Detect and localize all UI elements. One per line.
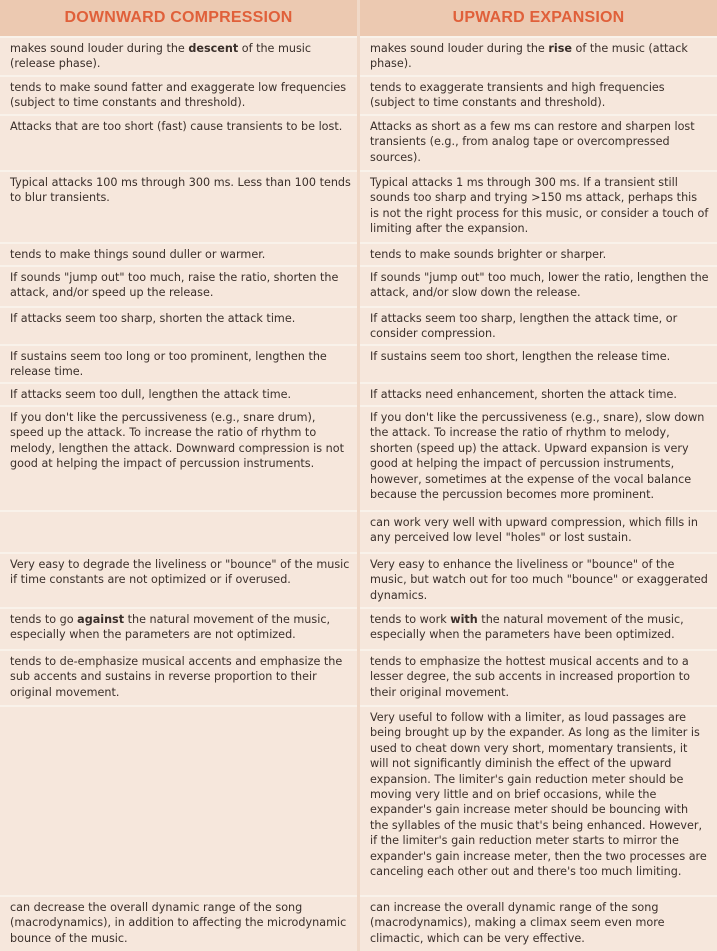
row-7-right-cell: [360, 308, 717, 344]
cell-text: If you don't like the percussiveness (e.g., snare), slow down the attack. To increase the ratio of rhythm to melody, shorten (speed up) the attack. Upward expansion is very good at helping the impact of percussion instruments, however, sometimes at the expense of the vocal balance because the percussion becomes more prominent.: [370, 411, 705, 502]
cell-text: the natural movement of the music, especially when the parameters have been optimized.: [370, 613, 684, 642]
cell-text: Attacks that are too short (fast) cause transients to be lost.: [10, 120, 343, 133]
row-9-left-cell: [0, 384, 357, 405]
cell-text: of the music (release phase).: [10, 42, 312, 71]
row-2-left-cell: [0, 77, 357, 114]
header-downward-compression: DOWNWARD COMPRESSION: [0, 0, 357, 36]
cell-text: If sustains seem too short, lengthen the release time.: [370, 350, 671, 363]
cell-text: Very easy to enhance the liveliness or "bounce" of the music, but watch out for too much "bounce" or exaggerated dynamics.: [370, 558, 708, 602]
cell-text: If you don't like the percussiveness (e.g., snare drum), speed up the attack. To increase the ratio of rhythm to melody, lengthen the attack. Downward compression is not good at helping the impact of percussion instruments.: [10, 411, 344, 471]
cell-text: If sounds "jump out" too much, raise the ratio, shorten the attack, and/or speed up the release.: [10, 271, 339, 300]
row-16-right-cell: [360, 897, 717, 951]
row-7-left-cell: [0, 308, 357, 344]
cell-text: If attacks seem too sharp, shorten the attack time.: [10, 312, 296, 325]
row-6-right-cell: [360, 267, 717, 306]
cell-text: tends to work: [370, 613, 451, 626]
row-9-right-cell: [360, 384, 717, 405]
row-16-left-cell: [0, 897, 357, 951]
cell-text: the natural movement of the music, especially when the parameters are not optimized.: [10, 613, 331, 642]
cell-text: If sounds "jump out" too much, lower the ratio, lengthen the attack, and/or slow down the release.: [370, 271, 709, 300]
cell-text: If sustains seem too long or too prominent, lengthen the release time.: [10, 350, 327, 379]
cell-text: Very useful to follow with a limiter, as loud passages are being brought up by the expander. As long as the limiter is used to cheat down very short, momentary transients, it will not significantly diminish the effect of the upward expansion. The limiter's gain reduction meter should be moving very little and on brief occasions, while the expander's gain increase meter should be bouncing with the syllables of the music that's being enhanced. However, if the limiter's gain reduction meter starts to mirror the expander's gain increase meter, then the two processes are canceling each other out and there's too much limiting.: [370, 711, 707, 879]
row-1-left-cell: [0, 38, 357, 75]
cell-text: If attacks seem too sharp, lengthen the attack time, or consider compression.: [370, 312, 678, 341]
row-14-right-cell: [360, 651, 717, 705]
cell-text: tends to de-emphasize musical accents and emphasize the sub accents and sustains in reverse proportion to their original movement.: [10, 655, 343, 699]
row-14-left-cell: [0, 651, 357, 705]
cell-text: tends to make things sound duller or warmer.: [10, 248, 266, 261]
cell-text: If attacks seem too dull, lengthen the attack time.: [10, 388, 292, 401]
cell-text: Attacks as short as a few ms can restore and sharpen lost transients (e.g., from analog tape or overcompressed sources).: [370, 120, 695, 164]
cell-text: tends to make sounds brighter or sharper.: [370, 248, 607, 261]
row-11-left-cell: [0, 512, 357, 552]
row-10-right-cell: [360, 407, 717, 510]
row-8-right-cell: [360, 346, 717, 382]
cell-text: If attacks need enhancement, shorten the attack time.: [370, 388, 677, 401]
cell-text: can decrease the overall dynamic range of the song (macrodynamics), in addition to affecting the microdynamic bounce of the music.: [10, 901, 347, 945]
row-15-right-cell: [360, 707, 717, 895]
cell-text: Typical attacks 100 ms through 300 ms. Less than 100 tends to blur transients.: [10, 176, 351, 205]
cell-text: of the music (attack phase).: [370, 42, 688, 71]
header-upward-expansion: UPWARD EXPANSION: [360, 0, 717, 36]
cell-emphasis: with: [450, 613, 478, 626]
cell-text: tends to exaggerate transients and high frequencies (subject to time constants and threshold).: [370, 81, 665, 110]
row-4-left-cell: [0, 172, 357, 242]
row-11-right-cell: [360, 512, 717, 552]
cell-text: can increase the overall dynamic range of the song (macrodynamics), making a climax seem even more climactic, which can be very effective.: [370, 901, 665, 945]
row-13-right-cell: [360, 609, 717, 649]
cell-text: makes sound louder during the: [370, 42, 549, 55]
row-15-left-cell: [0, 707, 357, 895]
row-13-left-cell: [0, 609, 357, 649]
row-8-left-cell: [0, 346, 357, 382]
cell-emphasis: against: [77, 613, 125, 626]
cell-text: Very easy to degrade the liveliness or "bounce" of the music if time constants are not optimized or if overused.: [10, 558, 350, 587]
row-10-left-cell: [0, 407, 357, 510]
cell-text: tends to make sound fatter and exaggerate low frequencies (subject to time constants and threshold).: [10, 81, 347, 110]
row-4-right-cell: [360, 172, 717, 242]
row-5-left-cell: [0, 244, 357, 265]
row-6-left-cell: [0, 267, 357, 306]
row-12-left-cell: [0, 554, 357, 607]
cell-text: tends to emphasize the hottest musical accents and to a lesser degree, the sub accents in increased proportion to their original movement.: [370, 655, 691, 699]
cell-text: tends to go: [10, 613, 78, 626]
cell-emphasis: descent: [188, 42, 239, 55]
row-3-left-cell: [0, 116, 357, 170]
cell-emphasis: rise: [548, 42, 572, 55]
cell-text: Typical attacks 1 ms through 300 ms. If a transient still sounds too sharp and trying >150 ms attack, perhaps this is not the right process for this music, or consider a touch of limiting after the expansion.: [370, 176, 709, 236]
cell-text: makes sound louder during the: [10, 42, 189, 55]
row-5-right-cell: [360, 244, 717, 265]
cell-text: can work very well with upward compression, which fills in any perceived low level "holes" or lost sustain.: [370, 516, 698, 545]
row-12-right-cell: [360, 554, 717, 607]
row-3-right-cell: [360, 116, 717, 170]
row-2-right-cell: [360, 77, 717, 114]
row-1-right-cell: [360, 38, 717, 75]
